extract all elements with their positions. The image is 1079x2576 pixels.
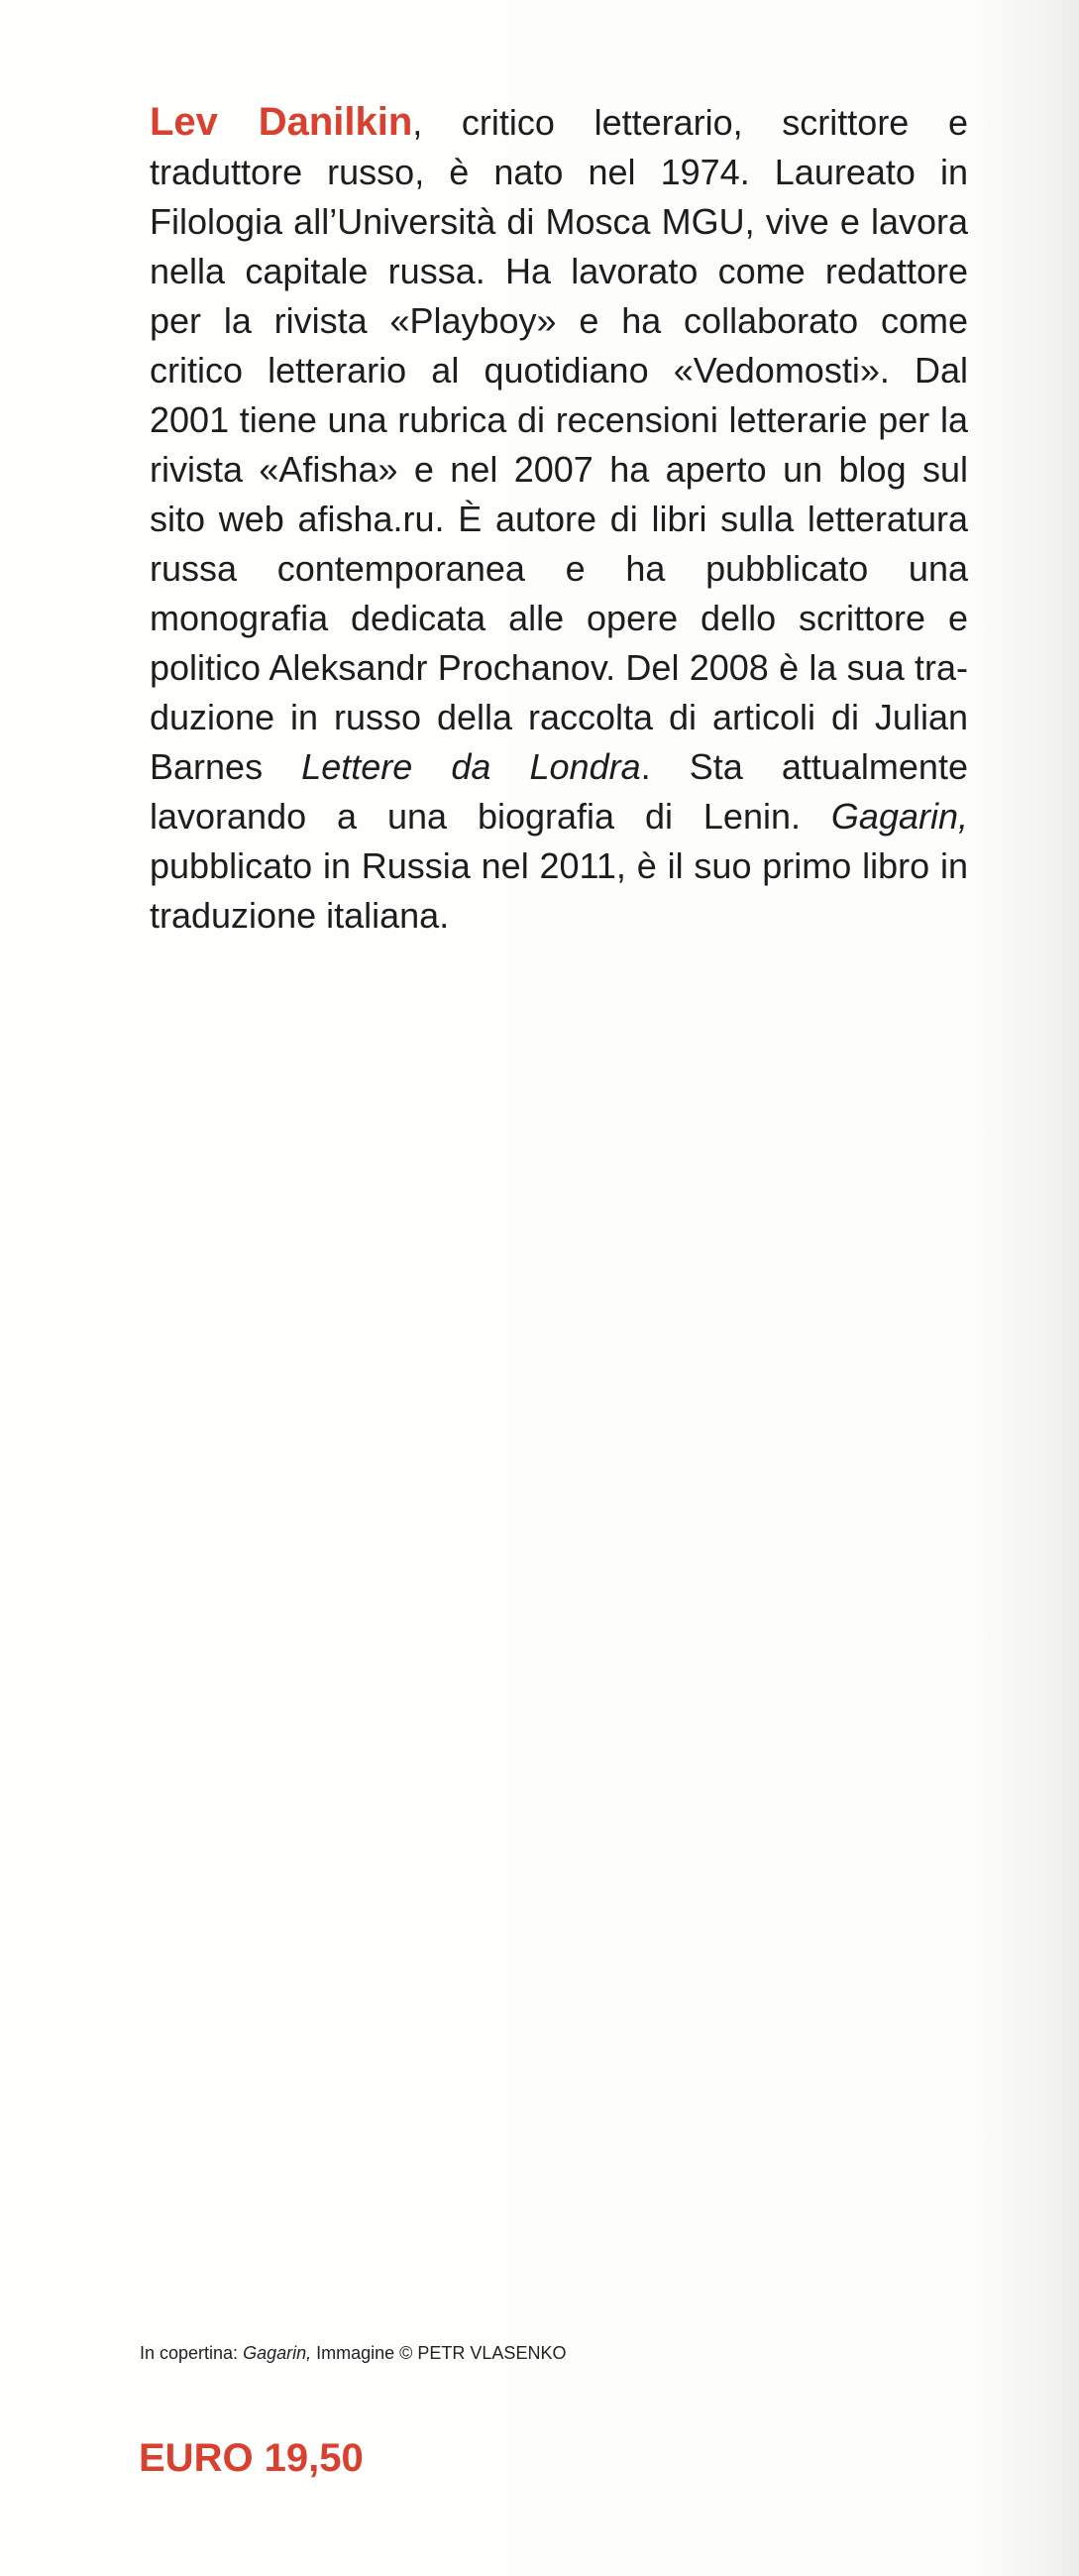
bio-text-part-1: , critico letterario, scrittore e traduttore russo, è nato nel 1974. Laureato in Filologia all’Università di Mosca MGU, vive e lavora nella capitale russa. Ha lavorato come redattore per la rivista «Playboy» e ha collaborato come critico letterario al quotidiano «Vedomosti». Dal 2001 tiene una rubrica di recensioni letterarie per la rivista «Afisha» e nel 2007 ha aperto un blog sul sito web afisha.ru. È autore di libri sulla letteratura russa contemporanea e ha pubblicato una monografia dedicata alle opere dello scrittore e politico Aleksandr Prochanov. Del 2008 è la sua traduzione in russo della raccolta di articoli di Julian Barnes [150,102,969,787]
author-biography [150,97,968,941]
bio-text-part-2: . Sta attualmente lavorando a una biografia di Lenin. [150,746,968,837]
cover-credit-suffix: Immagine © PETR VLASENKO [311,2343,567,2363]
cover-credit-prefix: In copertina: [140,2343,244,2363]
book-title-gagarin: Gagarin, [830,796,968,837]
book-title-lettere: Lettere da Londra [301,746,641,787]
author-name: Lev Danilkin [150,100,413,144]
bio-text-part-3: pubblicato in Russia nel 2011, è il suo primo libro in traduzione italiana. [150,845,968,936]
cover-credit [140,2343,566,2364]
price-label: EURO 19,50 [139,2436,364,2480]
cover-credit-title: Gagarin, [243,2343,312,2363]
